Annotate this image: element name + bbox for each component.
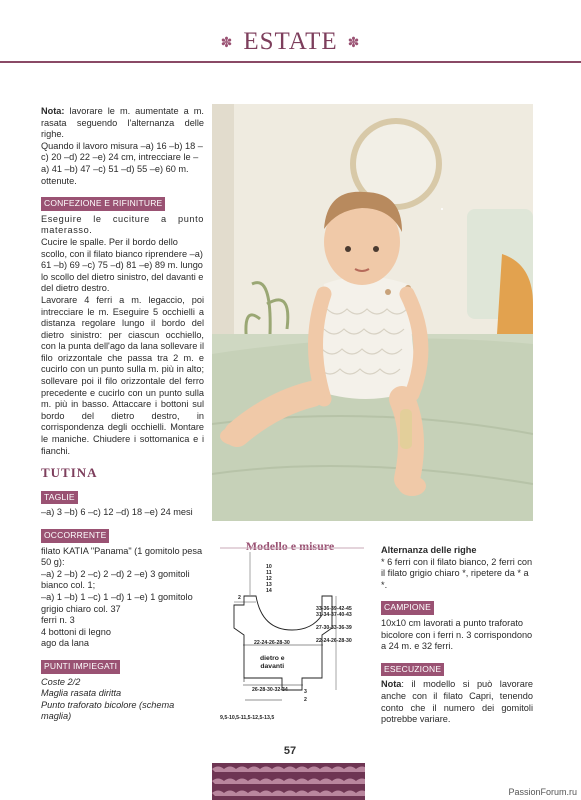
paragraph: –a) 2 –b) 2 –c) 2 –d) 2 –e) 3 gomitoli bianco col. 1; [41, 568, 190, 591]
diagram-label: 22-24-26-28-30 [316, 638, 352, 644]
page-number: 57 [283, 745, 297, 757]
diagram-label: 31-34-37-40-43 [316, 612, 352, 618]
diagram-label: 33-36-39-42-45 [316, 606, 352, 612]
diagram-label: 26-28-30-32-34 [252, 687, 288, 693]
flower-icon: ✽ [220, 35, 234, 51]
right-column [381, 545, 533, 726]
baby-photo [212, 104, 533, 521]
page-header [0, 24, 581, 68]
subsection-title: TUTINA [41, 465, 98, 481]
piece-label-line: dietro e [260, 655, 285, 662]
diagram-label-value: 13 [266, 582, 272, 588]
paragraph: Punto traforato bicolore (schema maglia) [41, 699, 175, 722]
diagram-label-value: 12 [266, 576, 272, 582]
watermark: PassionForum.ru [508, 787, 577, 797]
diagram-title: Modello e misure [245, 539, 335, 553]
flower-icon: ✽ [347, 35, 361, 51]
diagram-label: 9,5-10,5-11,5-12,5-13,5 [220, 715, 275, 721]
baby-photo-illustration [212, 104, 533, 521]
diagram-label-value: 11 [266, 570, 272, 576]
paragraph: Lavorare 4 ferri a m. legaccio, poi intrecciare le m. Eseguire 5 occhielli a distanza regolare lungo il bordo del dietro sinistro: per ciascun occhiello, con la punta dell'ago da lana sollevare il filo orizzontale che passa tra 2 m. e cucirlo con un punto sulla m. più in alto; sollevare poi il filo orizzontale del ferro precedente e cucirlo con un punto sulla m. più in basso. Attaccare i bottoni sul bordo del dietro destro, in corrispondenza degli occhielli. Montare le maniche. Chiudere i sottomanica e i fianchi. [41, 294, 204, 456]
paragraph: 4 bottoni di legno [41, 626, 111, 637]
diagram-label: 2 [238, 595, 241, 601]
nota-text: lavorare le m. aumentate a m. rasata seguendo l'alternanza delle righe. [41, 106, 204, 140]
section-title [0, 28, 581, 56]
paragraph: filato KATIA "Panama" (1 gomitolo pesa 50 g): [41, 545, 203, 568]
paragraph-title: Alternanza delle righe [381, 545, 477, 555]
piece-label [260, 655, 285, 671]
nota-label: Nota: [41, 106, 65, 116]
nota-label: Nota [381, 679, 402, 690]
section-heading: CAMPIONE [381, 601, 434, 615]
paragraph: 10x10 cm lavorati a punto traforato bicolore con i ferri n. 3 corrispondono a 24 m. e 32 ferri. [381, 617, 533, 652]
paragraph: –a) 3 –b) 6 –c) 12 –d) 18 –e) 24 mesi [41, 507, 193, 518]
section-title-text: ESTATE [243, 28, 338, 55]
section-heading: CONFEZIONE E RIFINITURE [41, 197, 165, 211]
section-heading: ESECUZIONE [381, 663, 444, 677]
paragraph: Cucire le spalle. Per il bordo dello scollo, con il filato bianco riprendere –a) 61 –b) 69 –c) 75 –d) 81 –e) 89 m. lungo lo scollo del dietro sinistro, del davanti e del dietro destro. [41, 236, 204, 294]
nota-paragraph [381, 679, 533, 725]
nota-paragraph [41, 106, 204, 141]
paragraph: ferri n. 3 [41, 615, 75, 626]
diagram-label: 22-24-26-28-30 [254, 640, 290, 646]
paragraph: * 6 ferri con il filato bianco, 2 ferri con il filato grigio chiaro *, ripetere da * a *. [381, 556, 533, 590]
paragraph: Eseguire le cuciture a punto materasso. [41, 213, 204, 236]
nota-text: : il modello si può lavorare anche con il filato Capri, tenendo conto che il numero dei gomitoli potrebbe variare. [381, 679, 533, 725]
size-diagram [212, 530, 372, 730]
section-heading: PUNTI IMPIEGATI [41, 660, 120, 674]
header-divider [0, 61, 581, 63]
paragraph: Coste 2/2 [41, 676, 81, 687]
paragraph: –a) 1 –b) 1 –c) 1 –d) 1 –e) 1 gomitolo grigio chiaro col. 37 [41, 591, 193, 614]
section-heading: TAGLIE [41, 491, 78, 505]
diagram-label-value: 14 [266, 588, 272, 594]
diagram-label-value: 10 [266, 564, 272, 570]
diagram-label: 3 [304, 689, 307, 695]
knit-swatch-image [212, 763, 365, 800]
paragraph: Maglia rasata diritta [41, 688, 122, 699]
paragraph: ago da lana [41, 638, 90, 649]
knit-swatch-illustration [212, 763, 365, 800]
section-heading: OCCORRENTE [41, 529, 109, 543]
paragraph: Quando il lavoro misura –a) 16 –b) 18 –c) 20 –d) 22 –e) 24 cm, intrecciare le –a) 41 –b) 47 –c) 51 –d) 55 –e) 60 m. ottenute. [41, 140, 203, 186]
piece-label-line: davanti [260, 663, 285, 670]
diagram-label: 27-30-33-36-39 [316, 625, 352, 631]
diagram-label: 2 [304, 697, 307, 703]
left-column [41, 106, 204, 723]
diagram-label [266, 564, 272, 594]
